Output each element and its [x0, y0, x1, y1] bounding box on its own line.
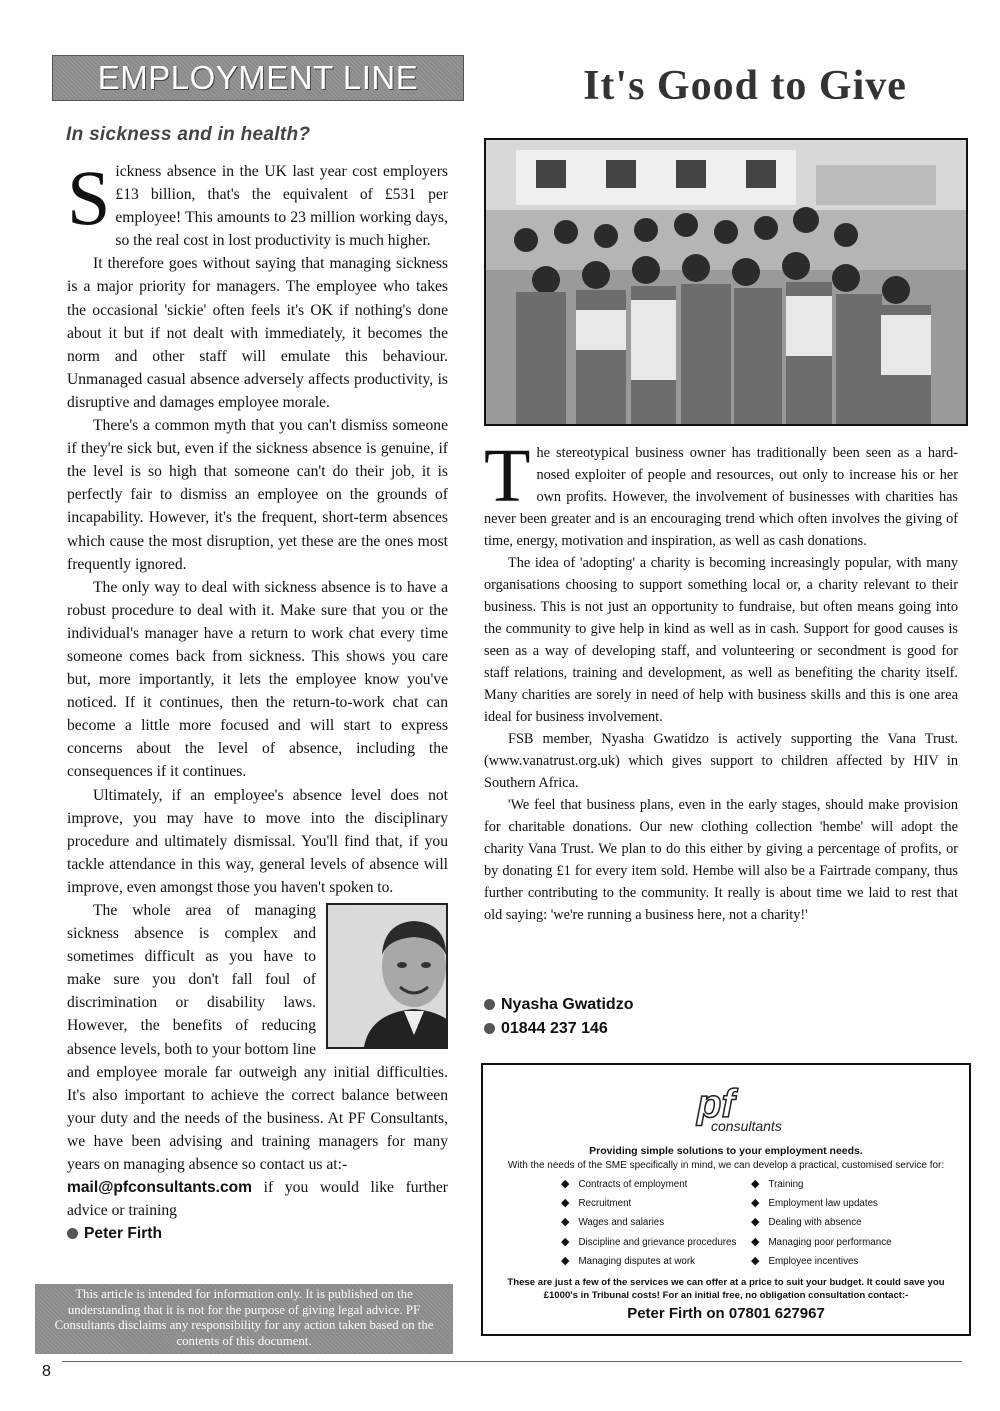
service-item: ◆ Training	[751, 1175, 892, 1194]
section-banner	[52, 55, 464, 101]
bullet-icon	[484, 999, 495, 1010]
service-item: ◆ Employee incentives	[751, 1252, 892, 1271]
service-item: ◆ Discipline and grievance procedures	[561, 1233, 736, 1252]
left-paragraph-1	[67, 154, 448, 252]
article-subtitle: In sickness and in health?	[66, 124, 311, 145]
logo-letters: pf	[697, 1082, 735, 1126]
service-item: ◆ Managing poor performance	[751, 1233, 892, 1252]
service-item: ◆ Wages and salaries	[561, 1213, 736, 1232]
left-paragraph-6	[67, 899, 448, 1245]
signature-name: Nyasha Gwatidzo	[484, 993, 633, 1017]
contact-email-link[interactable]: mail@pfconsultants.com	[67, 1179, 253, 1197]
service-item: ◆ Employment law updates	[751, 1194, 892, 1213]
author-signature: Peter Firth	[67, 1225, 162, 1242]
bottom-divider	[62, 1361, 962, 1362]
bullet-icon	[67, 1228, 78, 1239]
dropcap: S	[67, 154, 111, 241]
right-paragraph-4: 'We feel that business plans, even in the early stages, should make provision for charitable donations. Our new clothing collection 'hembe' will adopt the charity Vana Trust. We plan to do this either by giving a percentage of profits, or by donating £1 for every item sold. Hembe will also be a Fairtrade company, thus further contributing to the community. It really is about time we laid to rest that old saying: 'we're running a business here, not a charity!'	[484, 797, 958, 923]
left-paragraph-1-text: ickness absence in the UK last year cost employers £13 billion, that's the equivalent of £531 per employee! This amounts to 23 million working days, so the real cost in lost productivity is much higher.	[115, 163, 448, 250]
right-paragraph-1	[484, 434, 958, 552]
author-photo	[326, 903, 448, 1049]
right-paragraph-1-text: he stereotypical business owner has traditionally been seen as a hard-nosed exploiter of people and resources, out only to increase his or her own profits. However, the involvement of businesses with charities has never been greater and is an encouraging trend which often involves the giving of time, energy, motivation and inspiration, as well as cash donations.	[484, 445, 958, 549]
left-paragraph-4: The only way to deal with sickness absence is to have a robust procedure to deal with it. Make sure that you or the individual's manager have a return to work chat every time someone comes back from sickness. This shows you care but, more importantly, it lets the employee know you've noticed. If it continues, then the return-to-work chat can become a little more focused and will start to express concerns about the level of absence, including the consequences if it continues.	[67, 578, 448, 781]
left-paragraph-6-text: The whole area of managing sickness absence is complex and sometimes difficult as you have to make sure you don't fall foul of discrimination or disability laws. However, the benefits of reducing absence levels, both to your bottom line and employee morale far outweigh any initial difficulties. It's also important to achieve the correct balance between your duty and the needs of the business. At PF Consultants, we have been advising and training managers for many years on managing absence so contact us at:-	[67, 902, 448, 1174]
service-item: ◆ Dealing with absence	[751, 1213, 892, 1232]
section-banner-text: EMPLOYMENT LINE	[97, 59, 419, 96]
author-photo-image	[354, 905, 448, 1047]
children-photo	[484, 138, 968, 426]
ad-intro: With the needs of the SME specifically in mind, we can develop a practical, customised service for:	[507, 1160, 945, 1171]
right-signature	[484, 993, 633, 1041]
left-paragraph-2: It therefore goes without saying that managing sickness is a major priority for managers. The employee who takes the occasional 'sickie' often feels it's OK if nothing's done about it but if not dealt with immediately, it becomes the norm and other staff will emulate this behaviour. Unmanaged casual absence adversely affects productivity, is disruptive and damages employee morale.	[67, 255, 448, 411]
logo-word: consultants	[711, 1118, 782, 1134]
left-paragraph-5: Ultimately, if an employee's absence level does not improve, you may have to move into the disciplinary procedure and ultimately dismissal. You'll find that, if you tackle attendance in this way, general levels of absence will improve, even amongst those you haven't spoken to.	[67, 786, 448, 896]
signature-phone: 01844 237 146	[484, 1017, 633, 1041]
advertisement-box	[481, 1063, 971, 1336]
right-paragraph-2: The idea of 'adopting' a charity is becoming increasingly popular, with many organisations choosing to support something local or, a charity relevant to their business. This is not just an opportunity to fundraise, but often means going into the community to give help in kind as well as in cash. Support for good causes is seen as a way of developing staff, and volunteering or secondment is good for staff relations, training and development, as well as benefiting the charity itself. Many charities are sorely in need of help with business skills and this is one area ideal for business involvement.	[484, 555, 958, 725]
ad-contact: Peter Firth on 07801 627967	[627, 1305, 825, 1322]
left-paragraph-3: There's a common myth that you can't dismiss someone if they're sick but, even if the sickness absence is genuine, if the level is so high that someone can't do their job, it is perfectly fair to dismiss an employee on the grounds of incapability. However, it's the frequent, short-term absences which cause the most disruption, yet these are the ones most frequently ignored.	[67, 417, 448, 573]
children-photo-image	[486, 140, 966, 424]
left-article-body	[67, 154, 448, 1245]
disclaimer-box: This article is intended for information only. It is published on the understanding that it is not for the purpose of giving legal advice. PF Consultants disclaims any responsibility for any action taken based on the contents of this document.	[35, 1284, 453, 1354]
service-item: ◆ Contracts of employment	[561, 1175, 736, 1194]
service-item: ◆ Managing disputes at work	[561, 1252, 736, 1271]
right-article-body	[484, 434, 958, 926]
pf-consultants-logo	[689, 1077, 799, 1137]
services-list-left	[561, 1175, 736, 1271]
logo-graphic	[689, 1077, 799, 1137]
page-number: 8	[42, 1363, 51, 1380]
services-list-right	[751, 1175, 892, 1271]
article-title: It's Good to Give	[583, 63, 907, 109]
dropcap: T	[484, 434, 531, 518]
ad-footer: These are just a few of the services we can offer at a price to suit your budget. It could save you £1000's in Tribunal costs! For an initial free, no obligation consultation contact:-	[507, 1277, 945, 1301]
ad-tagline: Providing simple solutions to your employment needs.	[589, 1145, 863, 1157]
service-item: ◆ Recruitment	[561, 1194, 736, 1213]
right-paragraph-3: FSB member, Nyasha Gwatidzo is actively supporting the Vana Trust.(www.vanatrust.org.uk) which gives support to children affected by HIV in Southern Africa.	[484, 731, 958, 791]
bullet-icon	[484, 1023, 495, 1034]
left-paragraph-6-end: if you would like further advice or training	[67, 1179, 448, 1220]
